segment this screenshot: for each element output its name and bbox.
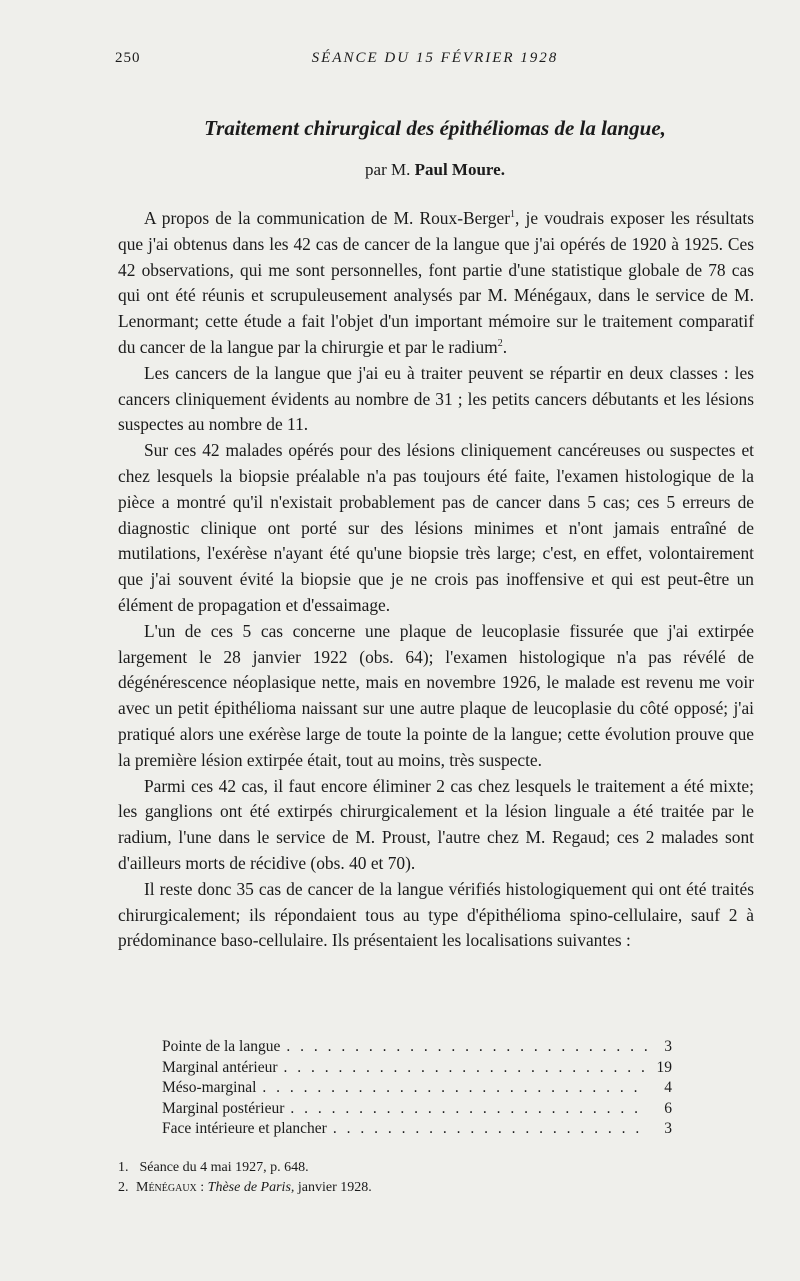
byline-prefix: par M. bbox=[365, 160, 411, 179]
footnotes bbox=[118, 1158, 754, 1198]
localisation-count: 3 bbox=[664, 1120, 672, 1137]
footnote bbox=[118, 1178, 754, 1198]
localisation-count: 19 bbox=[656, 1058, 672, 1076]
article-body bbox=[118, 206, 754, 954]
table-row bbox=[162, 1100, 672, 1121]
page-number: 250 bbox=[115, 50, 141, 66]
localisation-label: Marginal postérieur bbox=[162, 1099, 285, 1117]
localisation-count: 4 bbox=[664, 1079, 672, 1096]
footnote-date: janvier 1928. bbox=[294, 1180, 372, 1195]
localisation-count: 6 bbox=[664, 1099, 672, 1117]
paragraph-text: A propos de la communication de M. Roux-Berger bbox=[144, 208, 510, 228]
footnote-text: Séance du 4 mai 1927, p. 648. bbox=[139, 1160, 309, 1175]
leader-dots bbox=[333, 1120, 648, 1138]
paragraph: Les cancers de la langue que j'ai eu à traiter peuvent se répartir en deux classes : les cancers cliniquement évidents au nombre de 31 ; les petits cancers débutants et les lésions suspectes au nombre de 11. bbox=[118, 362, 754, 435]
author-name: Paul Moure. bbox=[414, 160, 505, 179]
leader-dots bbox=[262, 1079, 648, 1097]
paragraph: Sur ces 42 malades opérés pour des lésions cliniquement cancéreuses ou suspectes et chez lesquels la biopsie préalable n'a pas toujours été faite, l'examen histologique de la pièce a montré qu'il n'existait probablement pas de cancer dans 5 cas; ces 5 erreurs de diagnostic clinique ont porté sur des lésions minimes et n'ont jamais entraîné de mutilations, l'exérèse n'ayant été qu'une biopsie très large; c'est, en effet, volontairement que j'ai souvent évité la biopsie que je ne crois pas inoffensive et qui est peut-être un élément de propagation et d'essaimage. bbox=[118, 440, 754, 615]
localisation-label: Pointe de la langue bbox=[162, 1038, 281, 1055]
leader-dots bbox=[284, 1059, 649, 1077]
footnote-work: Thèse de Paris, bbox=[207, 1180, 295, 1195]
paragraph: Il reste donc 35 cas de cancer de la langue vérifiés histologiquement qui ont été traités chirurgicalement; ils répondaient tous au type d'épithélioma spino-cellulaire, sauf 2 à prédominance baso-cellulaire. Ils présentaient les localisations suivantes : bbox=[118, 878, 754, 951]
localisation-label: Méso-marginal bbox=[162, 1079, 257, 1096]
footnote-number: 2. bbox=[118, 1180, 129, 1195]
paragraph: L'un de ces 5 cas concerne une plaque de leucoplasie fissurée que j'ai extirpée largement le 28 janvier 1922 (obs. 64); l'examen histologique n'a pas révélé de dégénérescence néoplasique nette, mais en novembre 1926, le malade est revenu me voir avec un petit épithélioma naissant sur une autre plaque de leucoplasie du côté opposé; j'ai pratiqué alors une exérèse large de toute la pointe de la langue; cette évolution prouve que la première lésion extirpée était, tout au moins, très suspecte. bbox=[118, 620, 754, 770]
footnote-author: Ménégaux bbox=[136, 1180, 197, 1195]
paragraph bbox=[118, 206, 754, 361]
footnote-ref: 1 bbox=[509, 209, 515, 221]
localisation-table bbox=[162, 1038, 672, 1141]
paragraph-text: , je voudrais exposer les résultats que j'ai obtenus dans les 42 cas de cancer de la langue que j'ai opérés de 1920 à 1925. Ces 42 observations, qui me sont personnelles, font partie d'une statistique globale de 78 cas qui ont été réunis et scrupuleusement analysés par M. Ménégaux, dans le service de M. Lenormant; cette étude a fait l'objet d'un important mémoire sur le traitement comparatif du cancer de la langue par la chirurgie et par le radium bbox=[118, 208, 754, 357]
footnote-separator: : bbox=[196, 1180, 208, 1195]
footnote bbox=[118, 1158, 754, 1178]
paragraph: Parmi ces 42 cas, il faut encore éliminer 2 cas chez lesquels le traitement a été mixte; les ganglions ont été extirpés chirurgicalement et la lésion linguale a été traitée par le radium, l'une dans le service de M. Proust, l'autre chez M. Regaud; ces 2 malades sont d'ailleurs morts de récidive (obs. 40 et 70). bbox=[118, 775, 754, 873]
table-row bbox=[162, 1038, 672, 1059]
leader-dots bbox=[290, 1100, 648, 1118]
byline bbox=[115, 160, 755, 180]
article-title: Traitement chirurgical des épithéliomas de la langue, bbox=[204, 116, 666, 140]
footnote-ref: 2 bbox=[497, 338, 503, 350]
localisation-label: Marginal antérieur bbox=[162, 1058, 278, 1076]
paragraph-text: . bbox=[502, 336, 508, 357]
running-head: SÉANCE DU 15 FÉVRIER 1928 bbox=[311, 50, 559, 66]
table-row bbox=[162, 1059, 672, 1080]
page-header bbox=[115, 50, 755, 76]
footnote-number: 1. bbox=[118, 1160, 129, 1175]
table-row bbox=[162, 1120, 672, 1141]
table-row bbox=[162, 1079, 672, 1100]
localisation-count: 3 bbox=[664, 1038, 672, 1055]
localisation-label: Face intérieure et plancher bbox=[162, 1120, 327, 1137]
leader-dots bbox=[286, 1038, 648, 1056]
